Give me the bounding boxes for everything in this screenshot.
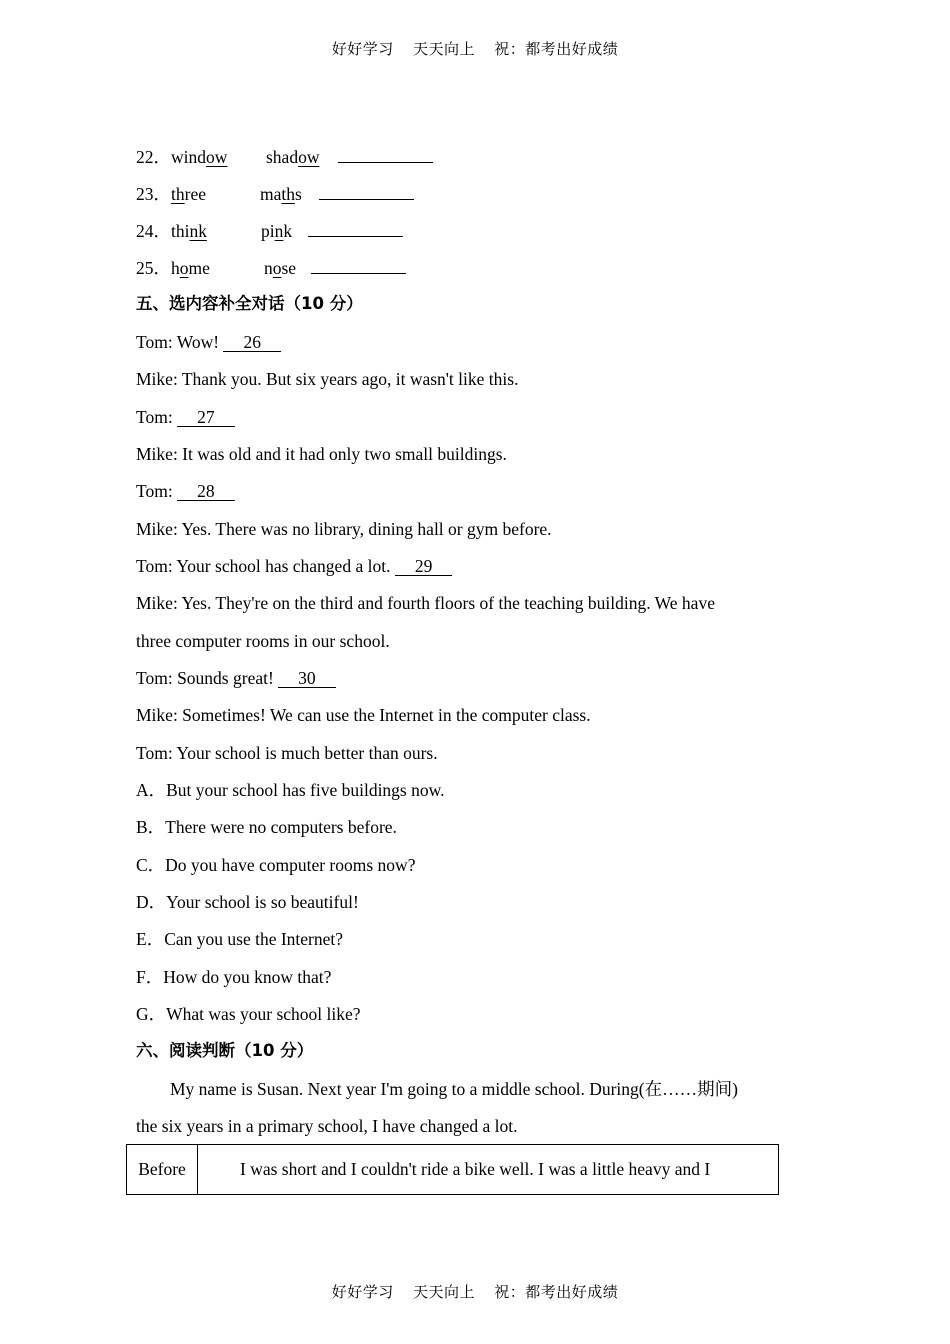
- item-number: 24．: [136, 221, 171, 241]
- answer-blank[interactable]: [311, 257, 406, 274]
- dialogue-line-10: Tom: Sounds great! 30: [136, 668, 336, 688]
- footer-right: 祝：都考出好成绩: [494, 1283, 619, 1301]
- header-left: 好好学习: [331, 40, 394, 58]
- footer-mid: 天天向上: [412, 1283, 475, 1301]
- item-number: 22．: [136, 147, 171, 167]
- option-d: D．Your school is so beautiful!: [136, 892, 359, 912]
- page-footer: [0, 1281, 950, 1302]
- table-cell-text: I was short and I couldn't ride a bike well. I was a little heavy and I: [198, 1145, 779, 1195]
- dialogue-line-3: Tom: 27: [136, 407, 235, 427]
- dialogue-line-2: Mike: Thank you. But six years ago, it wasn't like this.: [136, 369, 519, 389]
- reading-paragraph-line-2: the six years in a primary school, I have changed a lot.: [136, 1116, 518, 1136]
- footer-left: 好好学习: [331, 1283, 394, 1301]
- answer-blank-26[interactable]: 26: [223, 333, 281, 352]
- answer-blank-28[interactable]: 28: [177, 482, 235, 501]
- section-5-title: 五、选内容补全对话（10 分）: [136, 294, 363, 313]
- option-b: B．There were no computers before.: [136, 817, 397, 837]
- answer-blank-27[interactable]: 27: [177, 408, 235, 427]
- header-mid: 天天向上: [412, 40, 475, 58]
- answer-blank-30[interactable]: 30: [278, 669, 336, 688]
- table-cell-label: Before: [127, 1145, 198, 1195]
- option-c: C．Do you have computer rooms now?: [136, 855, 416, 875]
- reading-table: [126, 1144, 779, 1195]
- dialogue-line-8: Mike: Yes. They're on the third and fourth floors of the teaching building. We have: [136, 593, 715, 613]
- answer-blank-29[interactable]: 29: [395, 557, 453, 576]
- phonics-item-22: 22．window shadow: [136, 146, 433, 167]
- header-right: 祝：都考出好成绩: [494, 40, 619, 58]
- option-f: F．How do you know that?: [136, 967, 332, 987]
- dialogue-line-11: Mike: Sometimes! We can use the Internet in the computer class.: [136, 705, 591, 725]
- option-e: E．Can you use the Internet?: [136, 929, 344, 949]
- answer-blank[interactable]: [319, 183, 414, 200]
- dialogue-line-9: three computer rooms in our school.: [136, 631, 390, 651]
- answer-blank[interactable]: [338, 146, 433, 163]
- item-number: 25．: [136, 258, 171, 278]
- option-a: A．But your school has five buildings now.: [136, 780, 445, 800]
- dialogue-line-1: Tom: Wow! 26: [136, 332, 281, 352]
- section-6-title: 六、阅读判断（10 分）: [136, 1041, 314, 1060]
- page-header: [0, 38, 950, 59]
- answer-blank[interactable]: [308, 220, 403, 237]
- phonics-item-25: 25．home nose: [136, 257, 406, 278]
- reading-paragraph-line-1: My name is Susan. Next year I'm going to a middle school. During(在……期间): [170, 1079, 738, 1099]
- dialogue-line-6: Mike: Yes. There was no library, dining hall or gym before.: [136, 519, 552, 539]
- dialogue-line-4: Mike: It was old and it had only two small buildings.: [136, 444, 507, 464]
- phonics-item-24: 24．think pink: [136, 220, 403, 241]
- table-row: [127, 1145, 779, 1195]
- item-number: 23．: [136, 184, 171, 204]
- phonics-item-23: 23．three maths: [136, 183, 414, 204]
- dialogue-line-7: Tom: Your school has changed a lot. 29: [136, 556, 452, 576]
- dialogue-line-5: Tom: 28: [136, 481, 235, 501]
- dialogue-line-12: Tom: Your school is much better than ours.: [136, 743, 438, 763]
- option-g: G．What was your school like?: [136, 1004, 361, 1024]
